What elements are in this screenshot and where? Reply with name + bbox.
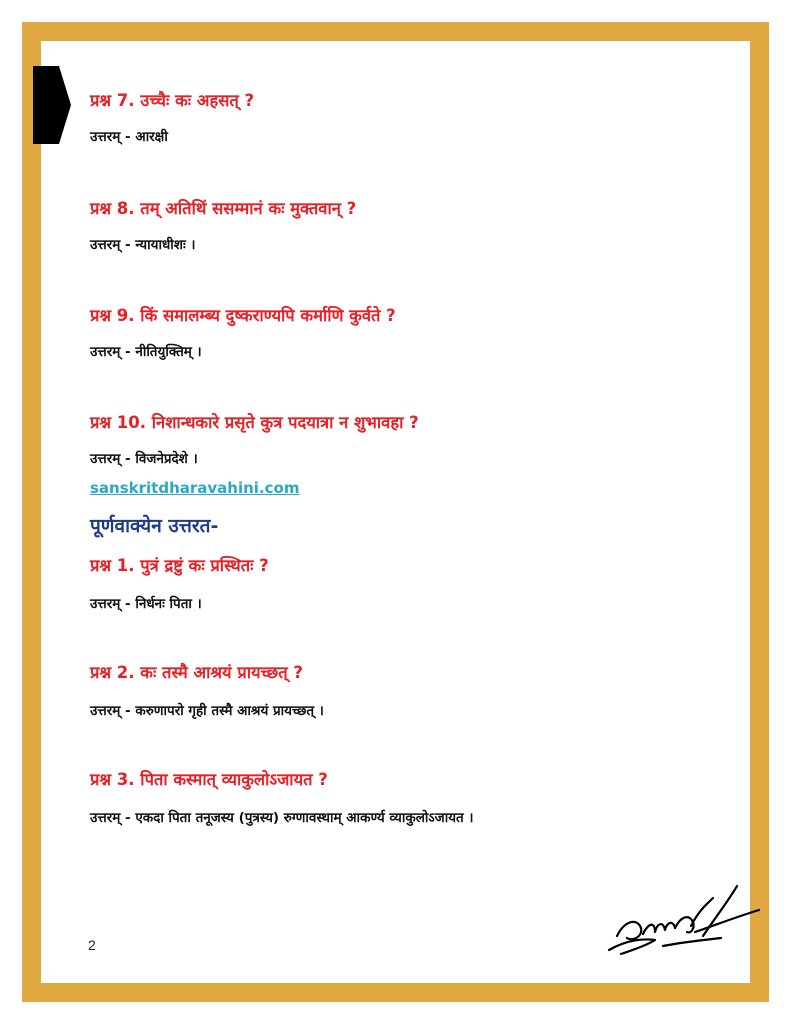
question-full-1: प्रश्न 1. पुत्रं द्रष्टुं कः प्रस्थितः ? bbox=[90, 556, 269, 575]
qa-block-9 bbox=[90, 303, 396, 360]
answer-full-1: उत्तरम् - निर्धनः पिता । bbox=[90, 596, 202, 612]
question-8: प्रश्न 8. तम् अतिथिं ससम्मानं कः मुक्तवान् ? bbox=[90, 199, 357, 218]
question-7: प्रश्न 7. उच्चैः कः अहसत् ? bbox=[90, 91, 255, 110]
answer-10: उत्तरम् - विजनेप्रदेशे । bbox=[90, 451, 198, 467]
answer-8: उत्तरम् - न्यायाधीशः । bbox=[90, 237, 196, 253]
qa-block-8 bbox=[90, 196, 356, 253]
qa-block-full-2 bbox=[90, 660, 324, 719]
answer-7: उत्तरम् - आरक्षी bbox=[90, 129, 168, 145]
qa-block-full-1 bbox=[90, 553, 269, 612]
question-full-3: प्रश्न 3. पिता कस्मात् व्याकुलोऽजायत ? bbox=[90, 770, 328, 789]
signature-icon bbox=[603, 880, 763, 960]
answer-9: उत्तरम् - नीतियुक्तिम् । bbox=[90, 344, 202, 360]
question-10: प्रश्न 10. निशान्धकारे प्रसृते कुत्र पदयात्रा न शुभावहा ? bbox=[90, 413, 419, 432]
page-tab-marker bbox=[33, 66, 71, 144]
section-heading: पूर्णवाक्येन उत्तरत- bbox=[90, 515, 219, 537]
question-full-2: प्रश्न 2. कः तस्मै आश्रयं प्रायच्छत् ? bbox=[90, 663, 303, 682]
question-9: प्रश्न 9. किं समालम्ब्य दुष्कराण्यपि कर्माणि कुर्वते ? bbox=[90, 306, 396, 325]
qa-block-10 bbox=[90, 410, 419, 467]
website-link[interactable]: sanskritdharavahini.com bbox=[90, 479, 300, 497]
qa-block-7 bbox=[90, 88, 254, 145]
page-number: 2 bbox=[88, 937, 96, 953]
answer-full-3: उत्तरम् - एकदा पिता तनूजस्य (पुत्रस्य) रुग्णावस्थाम् आकर्ण्य व्याकुलोऽजायत । bbox=[90, 810, 474, 826]
qa-block-full-3 bbox=[90, 767, 474, 826]
answer-full-2: उत्तरम् - करुणापरो गृही तस्मै आश्रयं प्रायच्छत् । bbox=[90, 703, 324, 719]
